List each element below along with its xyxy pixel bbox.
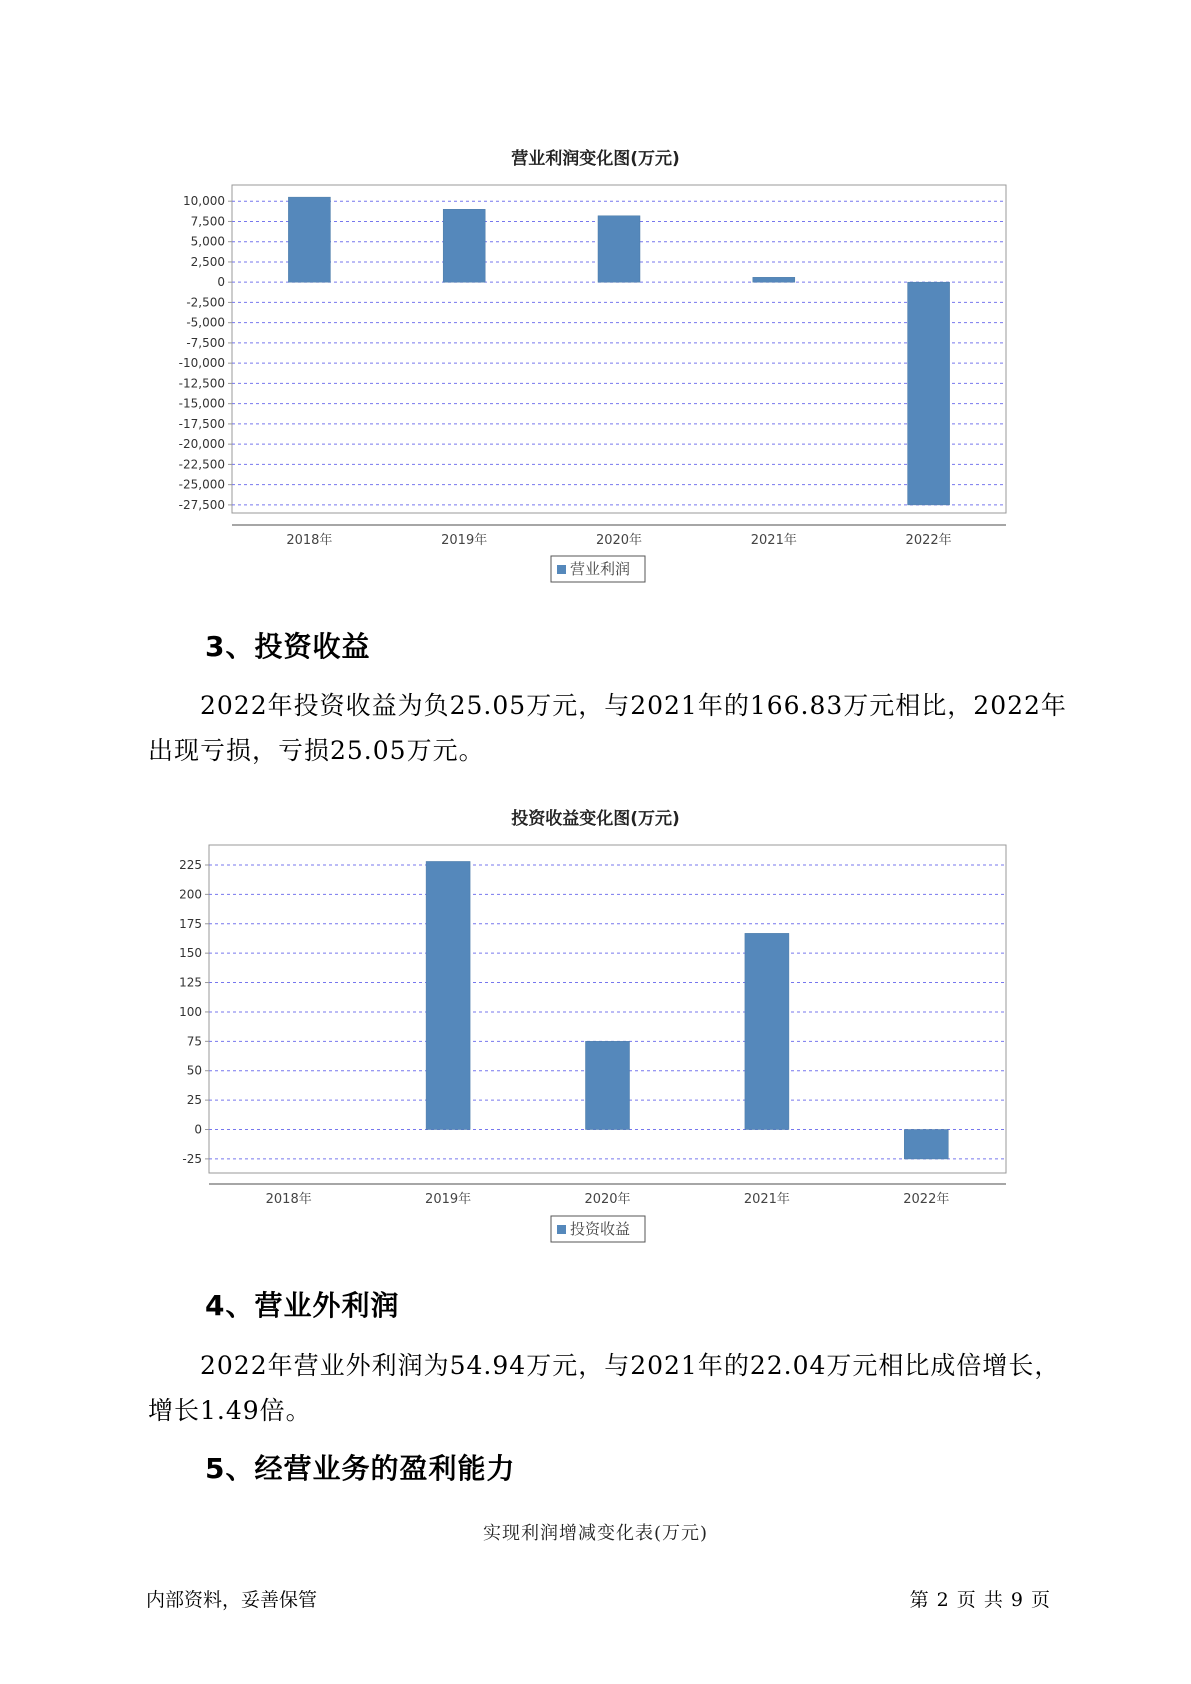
y-tick-label: 225 <box>179 857 202 872</box>
y-tick-label: 175 <box>179 916 202 931</box>
section5-heading: 5、经营业务的盈利能力 <box>205 1452 516 1485</box>
y-tick-label: -7,500 <box>186 335 225 350</box>
y-tick-label: -22,500 <box>178 457 225 472</box>
x-tick-label: 2022年 <box>903 1192 950 1207</box>
y-tick-label: -15,000 <box>178 396 225 411</box>
legend-swatch <box>557 1225 566 1234</box>
y-tick-label: 0 <box>217 275 225 290</box>
table-caption: 实现利润增减变化表(万元) <box>482 1523 709 1544</box>
x-tick-label: 2020年 <box>584 1192 631 1207</box>
chart1-title: 营业利润变化图(万元) <box>511 149 680 169</box>
y-tick-label: 2,500 <box>190 254 225 269</box>
y-tick-label: -27,500 <box>178 497 225 512</box>
legend-label: 投资收益 <box>570 1220 631 1238</box>
y-tick-label: 10,000 <box>183 194 225 209</box>
x-tick-label: 2021年 <box>743 1192 790 1207</box>
x-tick-label: 2021年 <box>750 533 797 548</box>
y-tick-label: 75 <box>186 1034 202 1049</box>
bar <box>904 1130 948 1159</box>
section4-heading: 4、营业外利润 <box>205 1289 400 1322</box>
legend-label: 营业利润 <box>570 560 631 578</box>
y-tick-label: -10,000 <box>178 356 225 371</box>
chart2-title: 投资收益变化图(万元) <box>511 809 680 829</box>
section4-paragraph: 2022年营业外利润为54.94万元，与2021年的22.04万元相比成倍增长，增长1.49倍。 <box>148 1351 1061 1425</box>
y-tick-label: 200 <box>179 887 202 902</box>
footer-page-number: 第 2 页 共 9 页 <box>909 1589 1051 1611</box>
x-tick-label: 2022年 <box>905 533 952 548</box>
footer-confidential-note: 内部资料，妥善保管 <box>146 1589 318 1611</box>
y-tick-label: 5,000 <box>190 234 225 249</box>
y-tick-label: -12,500 <box>178 376 225 391</box>
y-tick-label: 25 <box>186 1093 202 1108</box>
y-tick-label: 0 <box>194 1122 202 1137</box>
y-tick-label: -2,500 <box>186 295 225 310</box>
x-tick-label: 2018年 <box>286 533 333 548</box>
x-tick-label: 2020年 <box>595 533 643 548</box>
x-tick-label: 2019年 <box>425 1192 472 1207</box>
y-tick-label: 150 <box>179 946 202 961</box>
section3-heading: 3、投资收益 <box>205 630 371 663</box>
y-tick-label: -25,000 <box>178 477 225 492</box>
y-tick-label: -5,000 <box>186 315 225 330</box>
y-tick-label: -20,000 <box>178 437 225 452</box>
y-tick-label: -25 <box>182 1151 202 1166</box>
y-tick-label: 100 <box>179 1004 202 1019</box>
y-tick-label: 125 <box>179 975 202 990</box>
bar <box>586 1041 630 1129</box>
y-tick-label: 7,500 <box>190 214 225 229</box>
x-tick-label: 2018年 <box>265 1192 312 1207</box>
section3-paragraph: 2022年投资收益为负25.05万元，与2021年的166.83万元相比，2022年出现亏损，亏损25.05万元。 <box>148 691 1067 765</box>
bar <box>745 933 789 1129</box>
y-tick-label: 50 <box>186 1063 202 1078</box>
bar <box>426 861 470 1129</box>
y-tick-label: -17,500 <box>178 416 225 431</box>
x-tick-label: 2019年 <box>441 533 488 548</box>
